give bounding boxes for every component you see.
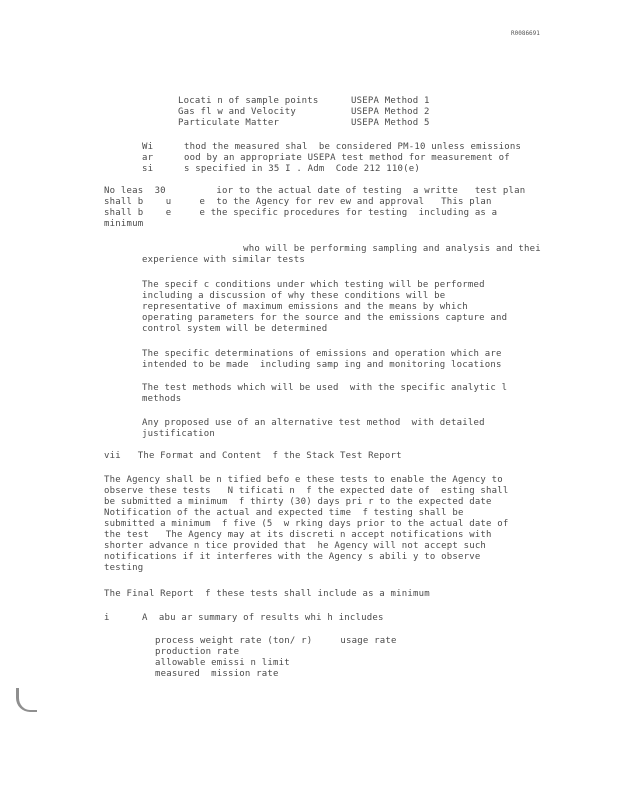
agency-line: Notification of the actual and expected time f testing shall be <box>104 508 464 518</box>
summary-item: process weight rate (ton/ r) usage rate <box>155 636 397 646</box>
intro-line: shall b u e to the Agency for rev ew and approval This plan <box>104 197 492 207</box>
agency-line: The Agency shall be n tified befo e these tests to enable the Agency to <box>104 475 503 485</box>
method-param: Gas fl w and Velocity <box>178 107 296 117</box>
pm10-note-line: s specified in 35 I . Adm Code 212 110(e) <box>184 164 420 174</box>
bullet-line: justification <box>142 429 216 439</box>
pm10-note-prefix: si <box>142 164 154 174</box>
bullet-line: Any proposed use of an alternative test method with detailed <box>142 418 485 428</box>
bullet-line: The test methods which will be used with the specific analytic l <box>142 383 508 393</box>
item-text: A abu ar summary of results whi h includes <box>142 613 384 623</box>
bullet-line: operating parameters for the source and the emissions capture and <box>142 313 508 323</box>
summary-item: measured mission rate <box>155 669 279 679</box>
pm10-note-line: thod the measured shal be considered PM-10 unless emissions <box>184 142 522 152</box>
bullet-line: who will be performing sampling and analysis and thei <box>142 244 541 254</box>
bullet-line: including a discussion of why these conditions will be <box>142 291 446 301</box>
method-name: USEPA Method 2 <box>351 107 430 117</box>
agency-line: notifications if it interferes with the Agency s abili y to observe <box>104 552 481 562</box>
bullet-line: methods <box>142 394 182 404</box>
pm10-note-line: ood by an appropriate USEPA test method for measurement of <box>184 153 510 163</box>
method-name: USEPA Method 1 <box>351 96 430 106</box>
summary-item: production rate <box>155 647 240 657</box>
bullet-line: experience with similar tests <box>142 255 305 265</box>
method-param: Particulate Matter <box>178 118 280 128</box>
item-label: i <box>104 613 110 623</box>
bullet-line: intended to be made including samp ing and monitoring locations <box>142 360 502 370</box>
bullet-line: representative of maximum emissions and the means by which <box>142 302 468 312</box>
pm10-note-prefix: ar <box>142 153 154 163</box>
bullet-line: The specific determinations of emissions and operation which are <box>142 349 502 359</box>
agency-line: be submitted a minimum f thirty (30) days pri r to the expected date <box>104 497 492 507</box>
summary-item: allowable emissi n limit <box>155 658 290 668</box>
agency-line: submitted a minimum f five (5 w rking days prior to the actual date of <box>104 519 509 529</box>
document-stamp: R0086691 <box>511 30 540 37</box>
method-param: Locati n of sample points <box>178 96 319 106</box>
agency-line: observe these tests N tificati n f the expected date of esting shall <box>104 486 509 496</box>
scan-smudge-mark <box>16 688 37 712</box>
bullet-line: control system will be determined <box>142 324 328 334</box>
pm10-note-prefix: Wi <box>142 142 154 152</box>
agency-line: shorter advance n tice provided that he Agency will not accept such <box>104 541 487 551</box>
intro-line: No leas 30 ior to the actual date of testing a writte test plan <box>104 186 526 196</box>
section-heading: vii The Format and Content f the Stack Test Report <box>104 451 402 461</box>
bullet-line: The specif c conditions under which testing will be performed <box>142 280 485 290</box>
agency-line: testing <box>104 563 144 573</box>
intro-line: minimum <box>104 219 144 229</box>
method-name: USEPA Method 5 <box>351 118 430 128</box>
final-report-line: The Final Report f these tests shall include as a minimum <box>104 589 430 599</box>
agency-line: the test The Agency may at its discreti n accept notifications with <box>104 530 492 540</box>
intro-line: shall b e e the specific procedures for testing including as a <box>104 208 498 218</box>
